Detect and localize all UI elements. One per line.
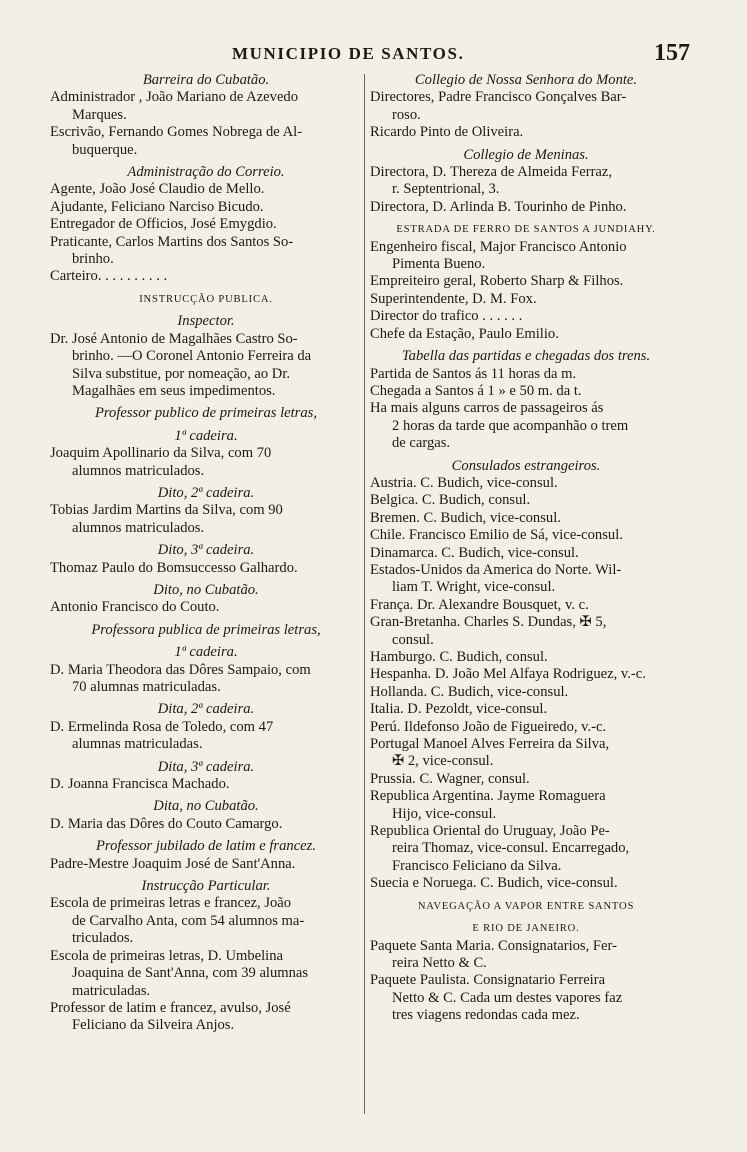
entry-line: Portugal Manoel Alves Ferreira da Silva, xyxy=(370,736,610,753)
entry-line: Empreiteiro geral, Roberto Sharp & Filhos. xyxy=(370,273,624,290)
entry-line: Padre-Mestre Joaquim José de Sant'Anna. xyxy=(50,855,296,872)
entry-line: Ajudante, Feliciano Narciso Bicudo. xyxy=(50,198,264,215)
entry-line: Superintendente, D. M. Fox. xyxy=(370,290,537,307)
entry-line: D. Maria Theodora das Dôres Sampaio, com xyxy=(50,661,311,678)
entry-line: ✠ 2, vice-consul. xyxy=(392,753,494,770)
entry-line: Joaquim Apollinario da Silva, com 70 xyxy=(50,445,272,462)
entry-line: Bremen. C. Budich, vice-consul. xyxy=(370,509,561,526)
column-divider xyxy=(364,74,365,1114)
right-column xyxy=(370,72,682,1025)
entry-line: Suecia e Noruega. C. Budich, vice-consul. xyxy=(370,875,618,892)
entry-line: Ricardo Pinto de Oliveira. xyxy=(370,124,524,141)
entry-line: Silva substitue, por nomeação, ao Dr. xyxy=(72,365,291,382)
entry-line: Agente, João José Claudio de Mello. xyxy=(50,181,265,198)
entry-line: Estados-Unidos da America do Norte. Wil- xyxy=(370,561,622,578)
section-heading: Professor publico de primeiras letras, xyxy=(94,405,317,422)
entry-line: r. Septentrional, 3. xyxy=(392,181,500,198)
section-heading: Dita, no Cubatão. xyxy=(153,798,259,815)
section-heading: Barreira do Cubatão. xyxy=(142,72,270,88)
entry-line: Professor de latim e francez, avulso, José xyxy=(50,999,291,1016)
entry-line: de cargas. xyxy=(392,435,451,452)
entry-line: alumnos matriculados. xyxy=(72,519,205,536)
entry-line: 2 horas da tarde que acompanhão o trem xyxy=(392,417,629,434)
entry-line: Directores, Padre Francisco Gonçalves Bar- xyxy=(370,89,627,106)
entry-line: França. Dr. Alexandre Bousquet, v. c. xyxy=(370,596,589,613)
entry-line: Chefe da Estação, Paulo Emilio. xyxy=(370,325,559,342)
entry-line: Escola de primeiras letras e francez, João xyxy=(50,895,292,912)
entry-line: Italia. D. Pezoldt, vice-consul. xyxy=(370,701,548,718)
section-heading: Dita, 2ª cadeira. xyxy=(157,701,255,718)
entry-line: Praticante, Carlos Martins dos Santos So- xyxy=(50,233,294,250)
entry-line: Feliciano da Silveira Anjos. xyxy=(72,1017,235,1034)
entry-line: roso. xyxy=(392,106,421,123)
entry-line: Director do trafico . . . . . . xyxy=(370,308,523,325)
entry-line: brinho. —O Coronel Antonio Ferreira da xyxy=(72,348,312,365)
entry-line: Pimenta Bueno. xyxy=(392,256,486,273)
entry-line: Belgica. C. Budich, consul. xyxy=(370,492,531,509)
entry-line: Chegada a Santos á 1 » e 50 m. da t. xyxy=(370,382,582,399)
section-title: INSTRUCÇÃO PUBLICA. xyxy=(139,293,273,305)
entry-line: Republica Oriental do Uruguay, João Pe- xyxy=(370,823,610,840)
entry-line: D. Maria das Dôres do Couto Camargo. xyxy=(50,815,283,832)
entry-line: Netto & C. Cada um destes vapores faz xyxy=(392,989,623,1006)
section-heading: 1ª cadeira. xyxy=(174,644,238,661)
entry-line: buquerque. xyxy=(72,141,138,158)
entry-line: Perú. Ildefonso João de Figueiredo, v.-c. xyxy=(370,718,607,735)
section-heading: Tabella das partidas e chegadas dos trens. xyxy=(401,348,651,365)
entry-line: reira Netto & C. xyxy=(392,954,487,971)
entry-line: Administrador , João Mariano de Azevedo xyxy=(50,89,299,106)
entry-line: Partida de Santos ás 11 horas da m. xyxy=(370,365,577,382)
section-title: ESTRADA DE FERRO DE SANTOS A JUNDIAHY. xyxy=(396,224,656,236)
entry-line: 70 alumnas matriculadas. xyxy=(72,679,221,695)
entry-line: Thomaz Paulo do Bomsuccesso Galhardo. xyxy=(50,559,298,576)
entry-line: D. Ermelinda Rosa de Toledo, com 47 xyxy=(50,718,274,735)
entry-line: matriculadas. xyxy=(72,982,151,999)
entry-line: Carteiro. . . . . . . . . . xyxy=(50,268,168,285)
section-heading: Dita, 3ª cadeira. xyxy=(157,758,255,775)
section-heading: Professor jubilado de latim e francez. xyxy=(96,838,316,855)
entry-line: Antonio Francisco do Couto. xyxy=(50,599,220,616)
entry-line: de Carvalho Anta, com 54 alumnos ma- xyxy=(72,912,305,929)
entry-line: alumnas matriculadas. xyxy=(72,736,203,753)
entry-line: Dr. José Antonio de Magalhães Castro So- xyxy=(50,330,298,347)
entry-line: reira Thomaz, vice-consul. Encarregado, xyxy=(392,840,630,857)
entry-line: Prussia. C. Wagner, consul. xyxy=(370,770,530,787)
section-heading: 1ª cadeira. xyxy=(174,427,238,444)
section-heading: Instrucção Particular. xyxy=(141,878,271,895)
entry-line: Directora, D. Arlinda B. Tourinho de Pinho. xyxy=(370,198,627,215)
entry-line: Directora, D. Thereza de Almeida Ferraz, xyxy=(370,164,613,181)
entry-line: Joaquina de Sant'Anna, com 39 alumnas xyxy=(72,965,309,982)
entry-line: Ha mais alguns carros de passageiros ás xyxy=(370,400,604,417)
entry-line: Francisco Feliciano da Silva. xyxy=(392,857,562,874)
entry-line: Escrivão, Fernando Gomes Nobrega de Al- xyxy=(50,124,303,141)
entry-line: brinho. xyxy=(72,251,114,268)
section-heading: Dito, no Cubatão. xyxy=(153,581,259,598)
section-title: NAVEGAÇÃO A VAPOR ENTRE SANTOS xyxy=(417,900,635,912)
entry-line: Paquete Santa Maria. Consignatarios, Fer- xyxy=(370,937,617,954)
section-heading: Dito, 2ª cadeira. xyxy=(157,484,255,501)
entry-line: Chile. Francisco Emilio de Sá, vice-consul. xyxy=(370,527,623,544)
entry-line: Hamburgo. C. Budich, consul. xyxy=(370,649,548,665)
section-title: E RIO DE JANEIRO. xyxy=(472,923,580,935)
section-heading: Inspector. xyxy=(177,313,235,330)
left-column xyxy=(50,72,362,1035)
entry-line: D. Joanna Francisca Machado. xyxy=(50,776,230,793)
running-head: MUNICIPIO DE SANTOS. xyxy=(232,44,465,63)
page-number: 157 xyxy=(654,40,690,66)
entry-line: Hollanda. C. Budich, vice-consul. xyxy=(370,683,569,700)
entry-line: Paquete Paulista. Consignatario Ferreira xyxy=(370,972,606,989)
entry-line: Magalhães em seus impedimentos. xyxy=(72,382,276,399)
section-heading: Dito, 3ª cadeira. xyxy=(157,542,255,559)
entry-line: Entregador de Officios, José Emygdio. xyxy=(50,216,277,233)
page-header xyxy=(0,40,747,68)
entry-line: Dinamarca. C. Budich, vice-consul. xyxy=(370,544,579,561)
section-heading: Collegio de Nossa Senhora do Monte. xyxy=(414,72,638,88)
entry-line: Gran-Bretanha. Charles S. Dundas, ✠ 5, xyxy=(370,614,607,631)
entry-line: Republica Argentina. Jayme Romaguera xyxy=(370,788,606,805)
entry-line: Engenheiro fiscal, Major Francisco Antonio xyxy=(370,238,627,255)
entry-line: Escola de primeiras letras, D. Umbelina xyxy=(50,947,284,964)
entry-line: Marques. xyxy=(72,106,127,123)
entry-line: triculados. xyxy=(72,930,134,947)
entry-line: consul. xyxy=(392,631,434,648)
section-heading: Consulados estrangeiros. xyxy=(451,457,601,474)
entry-line: liam T. Wright, vice-consul. xyxy=(392,579,556,596)
section-heading: Professora publica de primeiras letras, xyxy=(91,621,321,638)
entry-line: tres viagens redondas cada mez. xyxy=(392,1007,580,1024)
section-heading: Collegio de Meninas. xyxy=(463,146,589,163)
section-heading: Administração do Correio. xyxy=(127,164,285,181)
entry-line: Hespanha. D. João Mel Alfaya Rodriguez, v.-c. xyxy=(370,666,646,683)
entry-line: Austria. C. Budich, vice-consul. xyxy=(370,474,558,491)
entry-line: alumnos matriculados. xyxy=(72,462,205,479)
entry-line: Tobias Jardim Martins da Silva, com 90 xyxy=(50,502,283,519)
entry-line: Hijo, vice-consul. xyxy=(392,805,497,822)
